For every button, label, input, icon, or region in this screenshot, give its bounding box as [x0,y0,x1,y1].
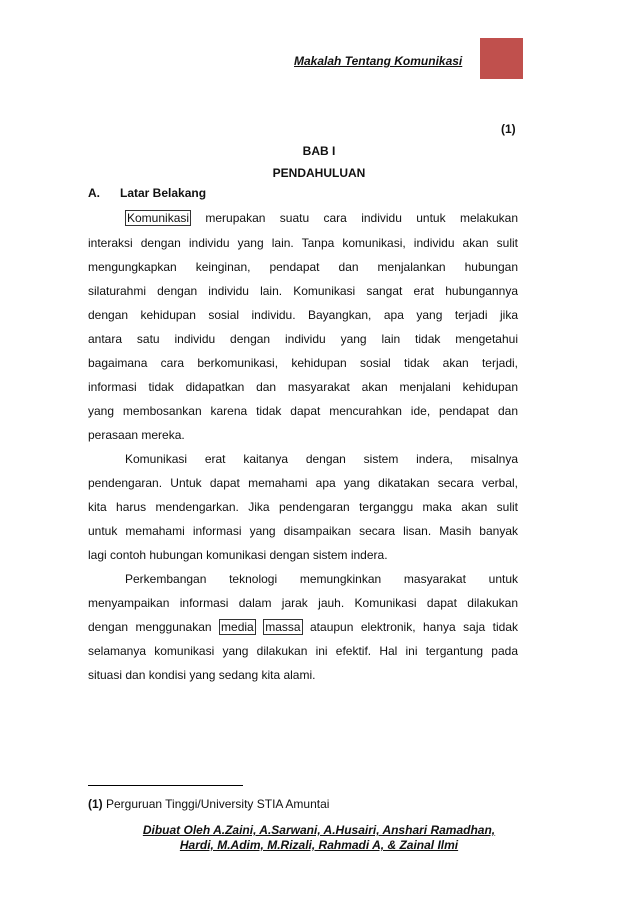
authors-line-1: Dibuat Oleh A.Zaini, A.Sarwani, A.Husairi, Anshari Ramadhan, [142,823,496,837]
highlighted-term-massa: massa [265,620,301,634]
highlighted-term-komunikasi: Komunikasi [127,211,190,225]
paragraph-2-line-2: pendengaran. Untuk dapat memahami apa yang dikatakan secara verbal, [88,476,518,490]
highlighted-term-media: media [221,620,254,634]
section-number: A. [88,186,100,200]
footnote [88,797,329,811]
paragraph-1-line-7: bagaimana cara berkomunikasi, kehidupan sosial tidak akan terjadi, [88,356,518,370]
paragraph-3-line-1: Perkembangan teknologi memungkinkan masyarakat untuk [125,572,518,586]
footnote-text: Perguruan Tinggi/University STIA Amuntai [102,797,330,811]
paragraph-1-line-1 [125,211,518,225]
page-reference: (1) [501,122,516,136]
paragraph-3-line-3 [88,620,518,634]
paragraph-1-line-2: interaksi dengan individu yang lain. Tanpa komunikasi, individu akan sulit [88,236,518,250]
paragraph-text: dengan menggunakan [88,620,220,634]
paragraph-2-line-5: lagi contoh hubungan komunikasi dengan sistem indera. [88,548,388,562]
paragraph-text: merupakan suatu cara individu untuk melakukan [191,211,518,225]
paragraph-1-line-3: mengungkapkan keinginan, pendapat dan menjalankan hubungan [88,260,518,274]
chapter-title: PENDAHULUAN [272,166,366,180]
paragraph-2-line-4: untuk memahami informasi yang disampaikan secara lisan. Masih banyak [88,524,518,538]
header-title: Makalah Tentang Komunikasi [294,54,463,68]
paragraph-3-line-4: selamanya komunikasi yang dilakukan ini efektif. Hal ini tergantung pada [88,644,518,658]
paragraph-1-line-5: dengan kehidupan sosial individu. Bayangkan, apa yang terjadi jika [88,308,518,322]
paragraph-1-line-8: informasi tidak didapatkan dan masyarakat akan menjalani kehidupan [88,380,518,394]
header-accent-block [480,38,523,79]
paragraph-3-line-5: situasi dan kondisi yang sedang kita alami. [88,668,316,682]
section-title: Latar Belakang [120,186,207,200]
paragraph-1-line-9: yang membosankan karena tidak dapat mencurahkan ide, pendapat dan [88,404,518,418]
chapter-number: BAB I [302,144,336,158]
paragraph-1-line-6: antara satu individu dengan individu yang lain tidak mengetahui [88,332,518,346]
paragraph-1-line-4: silaturahmi dengan individu lain. Komunikasi sangat erat hubungannya [88,284,518,298]
footnote-marker: (1) [88,797,103,811]
section-heading [88,186,206,200]
paragraph-2-line-3: kita harus mendengarkan. Jika pendengaran terganggu maka akan sulit [88,500,518,514]
authors-line-2: Hardi, M.Adim, M.Rizali, Rahmadi A, & Zainal Ilmi [179,838,459,852]
paragraph-2-line-1: Komunikasi erat kaitanya dengan sistem indera, misalnya [125,452,518,466]
paragraph-text: ataupun elektronik, hanya saja tidak [302,620,518,634]
paragraph-1-line-10: perasaan mereka. [88,428,185,442]
footnote-separator [88,785,243,786]
paragraph-3-line-2: menyampaikan informasi dalam jarak jauh. Komunikasi dapat dilakukan [88,596,518,610]
